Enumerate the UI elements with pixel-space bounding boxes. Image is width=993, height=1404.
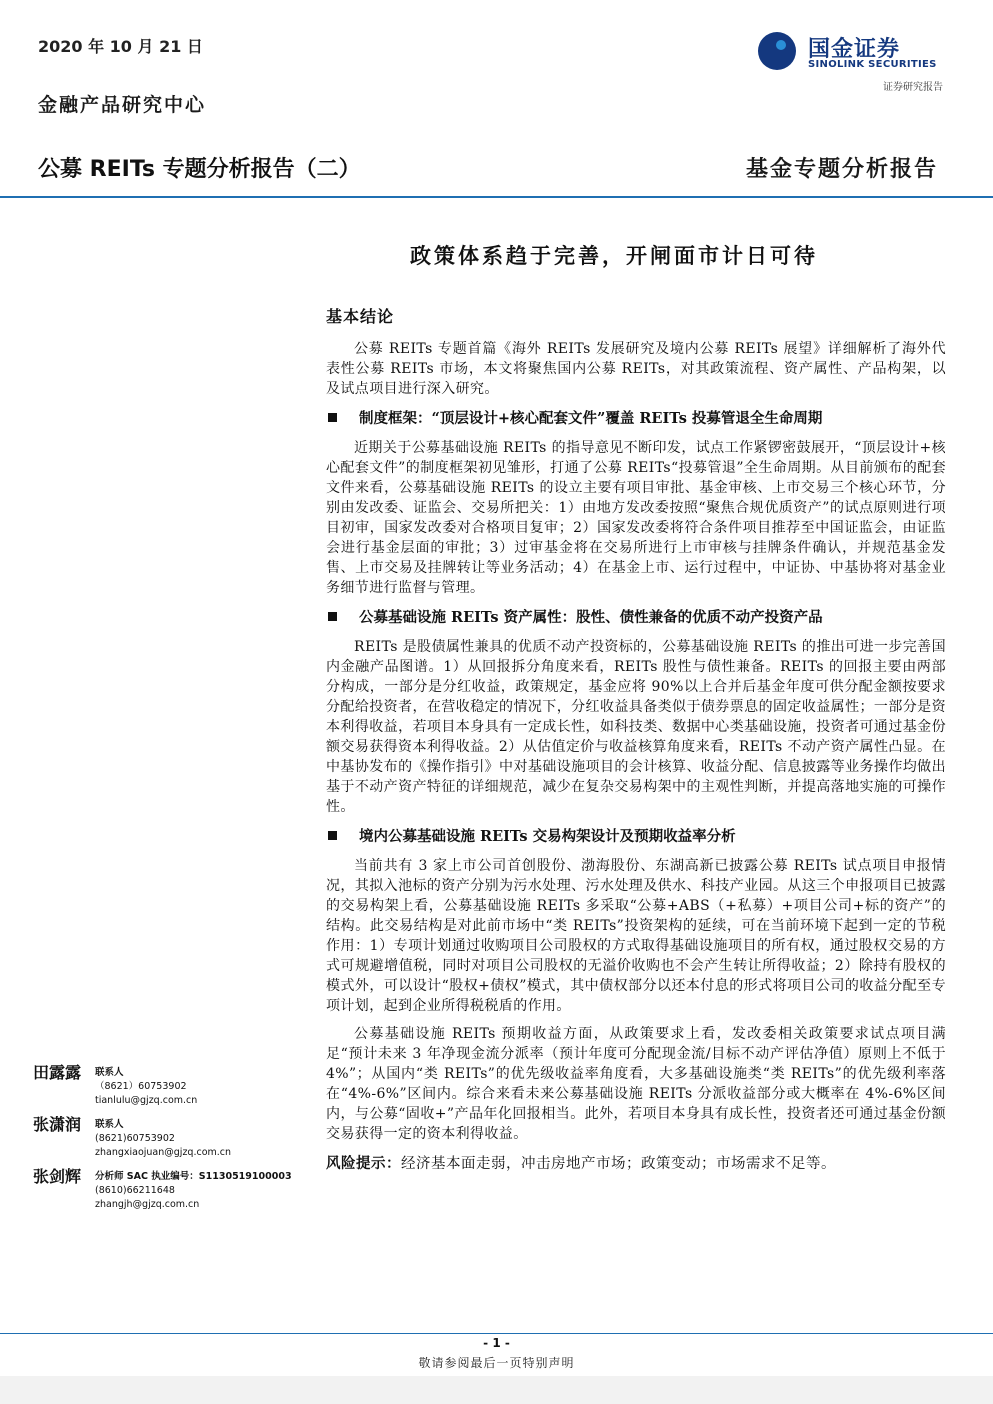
analyst-contacts bbox=[33, 1062, 313, 1218]
risk-warning bbox=[326, 1152, 946, 1173]
bullet-heading-structure bbox=[326, 825, 946, 846]
research-center-name: 金融产品研究中心 bbox=[38, 94, 207, 116]
analyst-info bbox=[95, 1166, 292, 1212]
report-date: 2020 年 10 月 21 日 bbox=[38, 37, 203, 56]
header-divider bbox=[0, 196, 993, 198]
analyst-name: 张剑辉 bbox=[33, 1167, 82, 1186]
analyst-phone: （8621）60753902 bbox=[95, 1081, 187, 1092]
analyst-info bbox=[95, 1062, 197, 1108]
asset-attributes-paragraph: REITs 是股债属性兼具的优质不动产投资标的，公募基础设施 REITs 的推出可进一步完善国内金融产品图谱。1）从回报拆分角度来看，REITs 股性与债性兼备。REITs 的回报主要由两部分构成，一部分是分红收益，政策规定，基金应将 90%以上合并后基金年度可供分配金额按要求分配给投资者，在营收稳定的情况下，分红收益具备类似于债券票息的固定收益属性；一部分是资本利得收益，若项目本身具有一定成长性，如科技类、数据中心类基础设施，投资者可通过基金份额交易获得资本利得收益。2）从估值定价与收益核算角度来看，REITs 不动产资产属性凸显。在中基协发布的《操作指引》中对基础设施项目的会计核算、收益分配、信息披露等业务操作均做出基于不动产资产特征的详细规范，减少在复杂交易构架中的主观性判断，并提高落地实施的可操作性。 bbox=[326, 639, 946, 815]
risk-text: 经济基本面走弱，冲击房地产市场；政策变动；市场需求不足等。 bbox=[401, 1156, 836, 1172]
disclaimer-note: 敬请参阅最后一页特别声明 bbox=[418, 1356, 575, 1370]
section-title: 基本结论 bbox=[326, 307, 395, 326]
square-bullet-icon bbox=[328, 612, 337, 621]
bullet-heading-asset-attributes bbox=[326, 606, 946, 627]
bottom-band bbox=[0, 1376, 993, 1404]
risk-label: 风险提示： bbox=[326, 1155, 401, 1172]
analyst-email[interactable]: zhangxiaojuan@gjzq.com.cn bbox=[95, 1147, 232, 1158]
square-bullet-icon bbox=[328, 831, 337, 840]
analyst-email[interactable]: tianlulu@gjzq.com.cn bbox=[95, 1095, 198, 1106]
framework-paragraph: 近期关于公募基础设施 REITs 的指导意见不断印发，试点工作紧锣密鼓展开，“顶层设计+核心配套文件”的制度框架初见雏形，打通了公募 REITs“投募管退”全生命周期。从目前颁布的配套文件来看，公募基础设施 REITs 的设立主要有项目审批、基金审核、上市交易三个核心环节，分别由发改委、证监会、交易所把关：1）由地方发改委按照“聚焦合规优质资产”的试点原则进行项目初审，国家发改委对合格项目复审；2）国家发改委将符合条件项目推荐至中国证监会，由证监会进行基金层面的审批；3）过审基金将在交易所进行上市审核与挂牌条件确认，并规范基金发售、上市交易及挂牌转让等业务活动；4）在基金上市、运行过程中，中证协、中基协将对基金业务细节进行监督与管理。 bbox=[326, 440, 946, 596]
analyst-info bbox=[95, 1114, 231, 1160]
bullet-heading-framework bbox=[326, 407, 946, 428]
report-type: 基金专题分析报告 bbox=[745, 156, 938, 182]
analyst-name: 田露露 bbox=[33, 1063, 82, 1082]
brand-logo bbox=[756, 30, 956, 76]
bullet-title: 公募基础设施 REITs 资产属性：股性、债性兼备的优质不动产投资产品 bbox=[359, 609, 823, 626]
report-title: 公募 REITs 专题分析报告（二） bbox=[38, 157, 361, 182]
intro-paragraph: 公募 REITs 专题首篇《海外 REITs 发展研究及境内公募 REITs 展望》详细解析了海外代表性公募 REITs 市场，本文将聚焦国内公募 REITs，对其政策流程、资产属性、产品构架，以及试点项目进行深入研究。 bbox=[326, 341, 946, 397]
analyst-entry bbox=[33, 1166, 313, 1212]
research-report-tag: 证券研究报告 bbox=[883, 82, 943, 93]
page-number: - 1 - bbox=[483, 1336, 510, 1350]
analyst-email[interactable]: zhangjh@gjzq.com.cn bbox=[95, 1199, 200, 1210]
brand-name-cn: 国金证券 bbox=[808, 37, 901, 62]
bullet-title: 制度框架：“顶层设计+核心配套文件”覆盖 REITs 投募管退全生命周期 bbox=[359, 410, 823, 427]
analyst-role: 分析师 SAC 执业编号：S1130519100003 bbox=[95, 1171, 292, 1182]
analyst-phone: (8610)66211648 bbox=[95, 1185, 175, 1196]
analyst-role: 联系人 bbox=[95, 1067, 124, 1078]
main-content bbox=[326, 304, 946, 1173]
analyst-entry bbox=[33, 1062, 313, 1108]
analyst-phone: (8621)60753902 bbox=[95, 1133, 175, 1144]
analyst-role: 联系人 bbox=[95, 1119, 124, 1130]
headline: 政策体系趋于完善，开闸面市计日可待 bbox=[410, 243, 818, 268]
square-bullet-icon bbox=[328, 413, 337, 422]
brand-name-en: SINOLINK SECURITIES bbox=[808, 59, 937, 70]
footer-divider bbox=[0, 1333, 993, 1334]
sinolink-logo-icon bbox=[756, 30, 798, 72]
structure-paragraph: 当前共有 3 家上市公司首创股份、渤海股份、东湖高新已披露公募 REITs 试点项目申报情况，其拟入池标的资产分别为污水处理、污水处理及供水、科技产业园。从这三个申报项目已披露的交易构架上看，公募基础设施 REITs 多采取“公募+ABS（+私募）+项目公司+标的资产”的结构。此交易结构是对此前市场中“类 REITs”投资架构的延续，可在当前环境下起到一定的节税作用：1）专项计划通过收购项目公司股权的方式取得基础设施项目的所有权，通过股权交易的方式可规避增值税，同时对项目公司股权的无溢价收购也不会产生转让所得收益；2）除持有股权的模式外，可以设计“股权+债权”模式，其中债权部分以还本付息的形式将项目公司的收益分配至专项计划，起到企业所得税税盾的作用。 bbox=[326, 858, 946, 1014]
analyst-name: 张潇润 bbox=[33, 1115, 82, 1134]
bullet-title: 境内公募基础设施 REITs 交易构架设计及预期收益率分析 bbox=[359, 828, 736, 845]
yield-paragraph: 公募基础设施 REITs 预期收益方面，从政策要求上看，发改委相关政策要求试点项目满足“预计未来 3 年净现金流分派率（预计年度可分配现金流/目标不动产评估净值）原则上不低于 4%”；从国内“类 REITs”的优先级收益率角度看，大多基础设施类“类 REITs”的优先级利率落在“4%-6%”区间内。综合来看未来公募基础设施 REITs 分派收益部分或大概率在 4%-6%区间内，与公募“固收+”产品年化回报相当。此外，若项目本身具有成长性，投资者还可通过基金份额交易获得一定的资本利得收益。 bbox=[326, 1026, 946, 1142]
analyst-entry bbox=[33, 1114, 313, 1160]
